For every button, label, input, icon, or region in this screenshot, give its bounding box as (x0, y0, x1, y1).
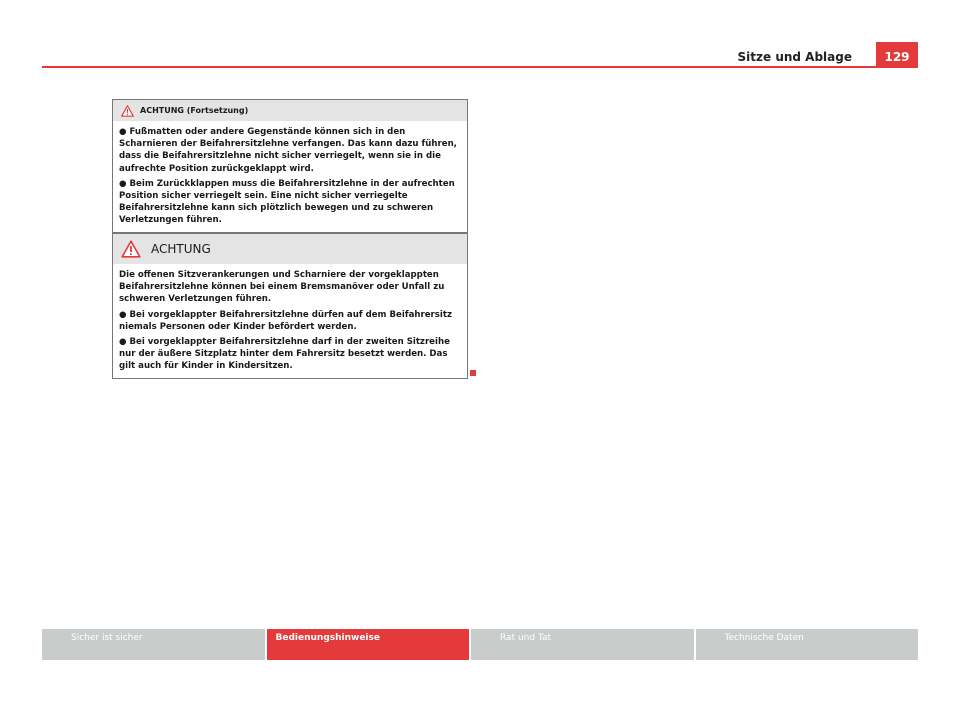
warning-triangle-icon (121, 240, 141, 258)
section-end-marker (470, 370, 476, 376)
footer-tab-technische-daten[interactable]: Technische Daten (696, 629, 919, 660)
warning-header (113, 234, 467, 264)
page-number: 129 (876, 42, 918, 68)
footer-tab-rat-und-tat[interactable]: Rat und Tat (471, 629, 694, 660)
warning-title: ACHTUNG (151, 242, 211, 256)
footer-tab-bedienungshinweise[interactable]: Bedienungshinweise (267, 629, 470, 660)
header-rule (42, 66, 918, 68)
warning-continued-header (113, 100, 467, 121)
warning-body (113, 264, 467, 378)
warning-continued-paragraph: ● Fußmatten oder andere Gegenstände können sich in den Scharnieren der Beifahrersitzlehne verfangen. Das kann dazu führen, dass die Beifahrersitzlehne nicht sicher verriegelt, wenn sie in die aufrechte Position zurückgeklappt wird. (119, 127, 457, 174)
warning-continued-paragraph: ● Beim Zurückklappen muss die Beifahrersitzlehne in der aufrechten Position sicher verriegelt sein. Eine nicht sicher verriegelte Beifahrersitzlehne kann sich plötzlich bewegen und zu schweren Verletzungen führen. (119, 178, 455, 226)
footer-nav (42, 629, 918, 660)
warning-paragraph: Die offenen Sitzverankerungen und Scharniere der vorgeklappten Beifahrersitzlehne können bei einem Bremsmanöver oder Unfall zu schweren Verletzungen führen. (119, 270, 445, 305)
warning-continued-title: ACHTUNG (Fortsetzung) (140, 106, 249, 115)
warning-paragraph: ● Bei vorgeklappter Beifahrersitzlehne dürfen auf dem Beifahrersitz niemals Personen oder Kinder befördert werden. (119, 309, 452, 332)
warning-box (112, 233, 468, 379)
warning-continued-body (113, 121, 467, 232)
warning-continued-box (112, 99, 468, 233)
warning-triangle-icon (121, 105, 134, 117)
page-title: Sitze und Ablage (737, 50, 852, 64)
warning-paragraph: ● Bei vorgeklappter Beifahrersitzlehne darf in der zweiten Sitzreihe nur der äußere Sitzplatz hinter dem Fahrersitz besetzt werden. Das gilt auch für Kinder in Kindersitzen. (119, 337, 450, 372)
footer-tab-sicher-ist-sicher[interactable]: Sicher ist sicher (42, 629, 265, 660)
